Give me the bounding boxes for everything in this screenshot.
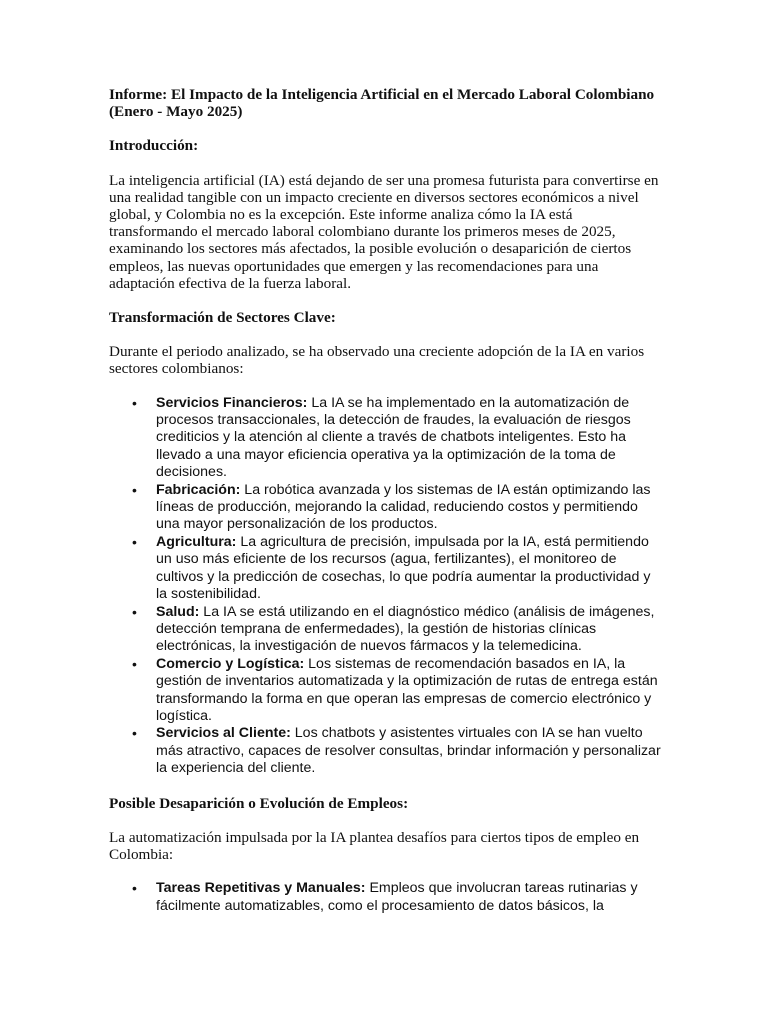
- bullet-icon: •: [132, 880, 137, 897]
- section-paragraph-introduccion: La inteligencia artificial (IA) está dejando de ser una promesa futurista para convertirse en una realidad tangible con un impacto creciente en diversos sectores económicos a nivel global, y Colombia no es la excepción. Este informe analiza cómo la IA está transformando el mercado laboral colombiano durante los primeros meses de 2025, examinando los sectores más afectados, la posible evolución o desaparición de ciertos empleos, las nuevas oportunidades que emergen y las recomendaciones para una adaptación efectiva de la fuerza laboral.: [109, 171, 659, 292]
- bullet-term: Fabricación:: [156, 481, 241, 498]
- bullet-icon: •: [132, 481, 137, 498]
- bullet-text: La robótica avanzada y los sistemas de IA están optimizando las líneas de producción, mejorando la calidad, reduciendo costos y permitiendo una mayor personalización de los productos.: [156, 481, 651, 533]
- list-item: [109, 534, 664, 604]
- bullet-text: Los chatbots y asistentes virtuales con IA se han vuelto más atractivo, capaces de resolver consultas, brindar información y personalizar la experiencia del cliente.: [156, 725, 661, 777]
- list-item: [109, 482, 664, 534]
- list-item: [109, 725, 664, 777]
- bullet-term: Servicios al Cliente:: [156, 725, 291, 742]
- bullet-text: La IA se está utilizando en el diagnóstico médico (análisis de imágenes, detección temprana de enfermedades), la gestión de historias clínicas electrónicas, la investigación de nuevos fármacos y la telemedicina.: [156, 603, 655, 655]
- bullet-term: Comercio y Logística:: [156, 655, 305, 672]
- section-paragraph-transformacion: Durante el periodo analizado, se ha observado una creciente adopción de la IA en varios sectores colombianos:: [109, 343, 645, 378]
- list-item: [109, 395, 664, 482]
- sector-bullet-list: [109, 395, 664, 778]
- section-paragraph-desaparicion: La automatización impulsada por la IA plantea desafíos para ciertos tipos de empleo en Colombia:: [109, 828, 640, 863]
- bullet-icon: •: [132, 533, 137, 550]
- list-item: [109, 656, 664, 726]
- bullet-text: La agricultura de precisión, impulsada por la IA, está permitiendo un uso más eficiente de los recursos (agua, fertilizantes), el monitoreo de cultivos y la predicción de cosechas, lo que podría aumentar la productividad y la sostenibilidad.: [156, 533, 651, 603]
- section-heading-introduccion: Introducción:: [109, 137, 199, 155]
- bullet-icon: •: [132, 394, 137, 411]
- bullet-text: La IA se ha implementado en la automatización de procesos transaccionales, la detección de fraudes, la evaluación de riesgos crediticios y la atención al cliente a través de chatbots inteligentes. Esto ha llevado a una mayor eficiencia operativa ya la optimización de la toma de decisiones.: [156, 394, 631, 481]
- bullet-icon: •: [132, 603, 137, 620]
- bullet-icon: •: [132, 655, 137, 672]
- section-heading-transformacion: Transformación de Sectores Clave:: [109, 309, 336, 327]
- employment-bullet-list: [109, 880, 664, 915]
- section-heading-desaparicion: Posible Desaparición o Evolución de Empleos:: [109, 794, 409, 812]
- document-content: [109, 86, 664, 932]
- list-item: [109, 880, 664, 915]
- bullet-term: Servicios Financieros:: [156, 394, 308, 411]
- bullet-term: Agricultura:: [156, 533, 237, 550]
- bullet-text: Los sistemas de recomendación basados en IA, la gestión de inventarios automatizada y la optimización de rutas de entrega están transformando la forma en que operan las empresas de comercio electrónico y logística.: [156, 655, 658, 724]
- list-item: [109, 604, 664, 656]
- bullet-term: Tareas Repetitivas y Manuales:: [156, 880, 366, 897]
- document-title: Informe: El Impacto de la Inteligencia Artificial en el Mercado Laboral Colombiano (Enero - Mayo 2025): [109, 86, 655, 121]
- bullet-term: Salud:: [156, 603, 200, 620]
- bullet-icon: •: [132, 725, 137, 742]
- bullet-text: Empleos que involucran tareas rutinarias y fácilmente automatizables, como el procesamiento de datos básicos, la: [156, 880, 638, 914]
